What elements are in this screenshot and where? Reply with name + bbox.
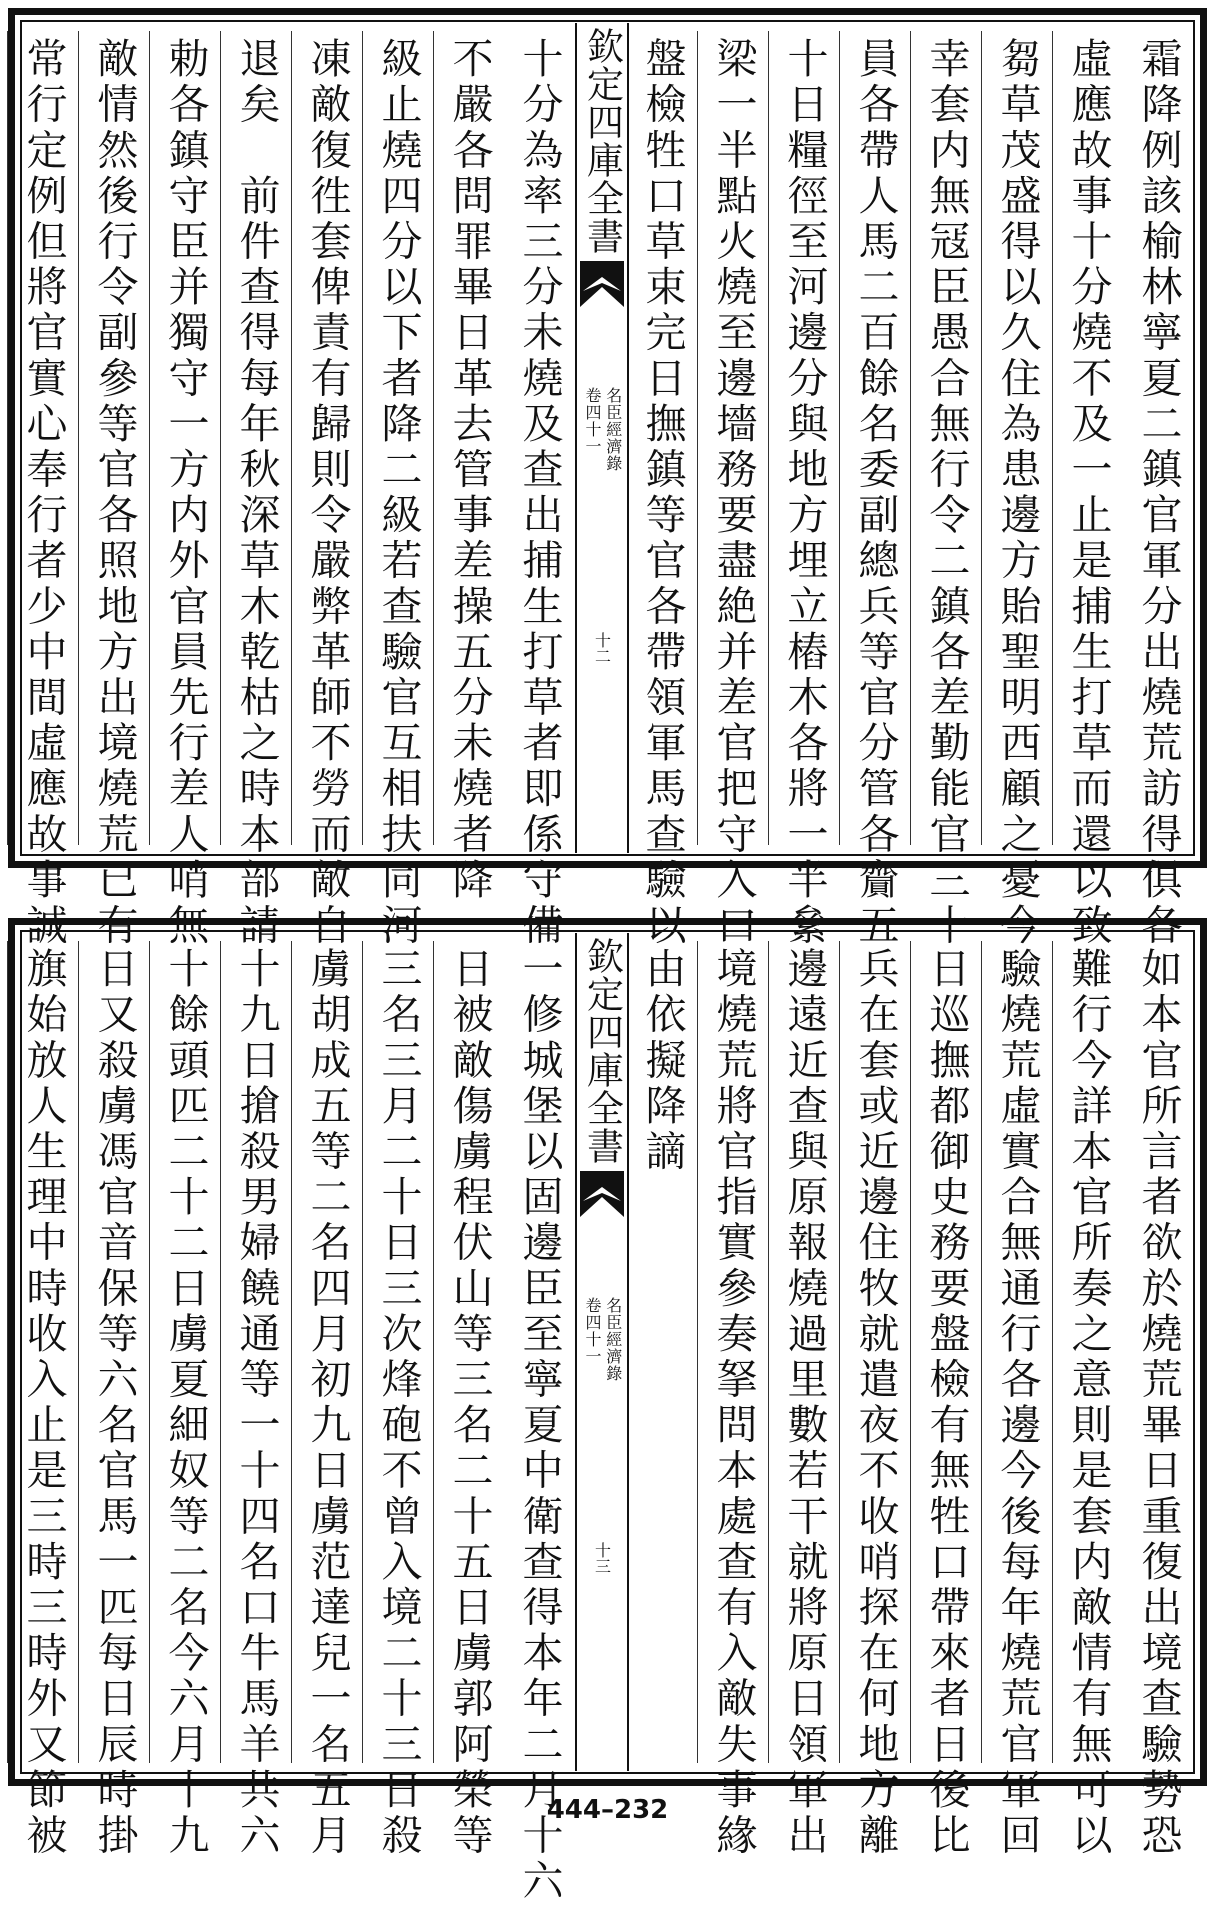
text-column [768, 31, 839, 949]
text-column [7, 941, 78, 1859]
column-text: 驗燒荒虛實合無通行各邊今後每年燒荒官軍回 [993, 947, 1042, 1859]
text-column [291, 941, 362, 1859]
column-text: 難行今詳本官所奏之意則是套内敵情有無可以 [1064, 947, 1113, 1859]
text-column [1123, 941, 1193, 1859]
text-column [910, 31, 981, 949]
column-text: 十日糧徑至河邊分與地方埋立樁木各將一半絫 [780, 37, 829, 949]
column-text: 芻草茂盛得以久住為患邊方貽聖明西顧之憂今 [993, 37, 1042, 949]
column-text: 敵情然後行令副參等官各照地方出境燒荒已有 [90, 37, 139, 949]
page-number: 444–232 [546, 1795, 669, 1825]
column-text: 盤檢牲口草束完日撫鎮等官各帶領軍馬查驗以 [638, 37, 687, 949]
column-text: 十九日搶殺男婦饒通等一十四名口牛馬羊共六 [232, 947, 281, 1859]
text-column [1052, 31, 1123, 949]
text-column [362, 31, 433, 949]
text-column [1052, 941, 1123, 1859]
leaf-number: 十二 [592, 632, 612, 664]
fishtail-mark-icon [580, 261, 624, 307]
text-column [626, 31, 697, 949]
text-column [839, 31, 910, 949]
running-title: 欽定四庫全書 [580, 937, 624, 1165]
text-column [149, 31, 220, 949]
column-text: 不嚴各問罪畢日革去管事差操五分未燒者降一 [445, 37, 494, 949]
text-column [697, 941, 768, 1859]
juan-number: 卷四十一 [583, 387, 602, 455]
text-column [504, 941, 574, 1905]
fishtail-mark-icon [580, 1171, 624, 1217]
column-text: 十餘頭匹二十二日虜夏細奴等二名今六月十九 [161, 947, 210, 1859]
column-text: 十分為率三分未燒及查出捕生打草者即係守備 [515, 37, 564, 949]
column-text: 由依擬降謫 [638, 947, 687, 1175]
column-text: 旗始放人生理中時收入止是三時三時外又節被 [19, 947, 68, 1859]
text-column [433, 31, 504, 949]
text-column [504, 31, 574, 949]
text-column [291, 31, 362, 949]
text-column [626, 941, 697, 1763]
text-column [839, 941, 910, 1859]
book-title: 名臣經濟錄 [603, 1297, 623, 1382]
column-text: 虛應故事十分燒不及一止是捕生打草而還以致 [1064, 37, 1113, 949]
column-text: 凍敵復徃套俾責有歸則令嚴弊革師不勞而敵自 [303, 37, 352, 949]
upper-page [8, 8, 1207, 949]
fold-margin [575, 23, 629, 853]
column-text: 日又殺虜馮官音保等六名官馬一匹每日辰時掛 [90, 947, 139, 1859]
text-column [78, 31, 149, 949]
column-text: 兵在套或近邊住牧就遣夜不收哨探在何地方離 [851, 947, 900, 1859]
text-column [768, 941, 839, 1859]
text-column [433, 941, 504, 1859]
column-text: 幸套内無冦臣愚合無行令二鎮各差勤能官三十 [922, 37, 971, 949]
column-text: 日巡撫都御史務要盤檢有無牲口帶來者日後比 [922, 947, 971, 1859]
book-title: 名臣經濟錄 [603, 387, 623, 472]
column-text: 員各帶人馬二百餘名委副總兵等官分管各齎五 [851, 37, 900, 949]
text-column [981, 31, 1052, 949]
column-text: 虜胡成五等二名四月初九日虜范達兒一名五月 [303, 947, 352, 1859]
book-info [581, 1297, 623, 1382]
text-column [910, 941, 981, 1859]
running-title: 欽定四庫全書 [580, 27, 624, 255]
text-column [1123, 31, 1193, 949]
book-info [581, 387, 623, 472]
column-text: 如本官所言者欲於燒荒畢日重復出境查驗勢恐 [1134, 947, 1183, 1859]
leaf-number: 十三 [592, 1542, 612, 1574]
text-column [7, 31, 78, 949]
text-column [149, 941, 220, 1859]
text-column [362, 941, 433, 1859]
column-text: 一修城堡以固邊臣至寧夏中衛查得本年二月十六 [515, 947, 564, 1905]
column-text: 梁一半點火燒至邊墻務要盡絶并差官把守入口 [709, 37, 758, 949]
text-column [78, 941, 149, 1859]
text-column [220, 941, 291, 1859]
column-text: 級止燒四分以下者降二級若查驗官互相扶同河 [374, 37, 423, 949]
column-text: 退矣 前件查得每年秋深草木乾枯之時本部請 [232, 37, 281, 949]
column-text: 霜降例該榆林寧夏二鎮官軍分出燒荒訪得俱各 [1134, 37, 1183, 949]
text-column [981, 941, 1052, 1859]
fold-margin [575, 933, 629, 1771]
column-text: 日被敵傷虜程伏山等三名二十五日虜郭阿榮等 [445, 947, 494, 1859]
column-text: 常行定例但將官實心奉行者少中間虛應故事誠 [19, 37, 68, 949]
text-column [220, 31, 291, 949]
text-column [697, 31, 768, 949]
column-text: 境燒荒將官指實參奏拏問本處查有入敵失事緣 [709, 947, 758, 1859]
column-text: 三名三月二十日三次烽砲不曾入境二十三日殺 [374, 947, 423, 1859]
juan-number: 卷四十一 [583, 1297, 602, 1365]
column-text: 邊遠近查與原報燒過里數若干就將原日領軍出 [780, 947, 829, 1859]
column-text: 勅各鎮守臣并獨守一方内外官員先行差人哨無 [161, 37, 210, 949]
